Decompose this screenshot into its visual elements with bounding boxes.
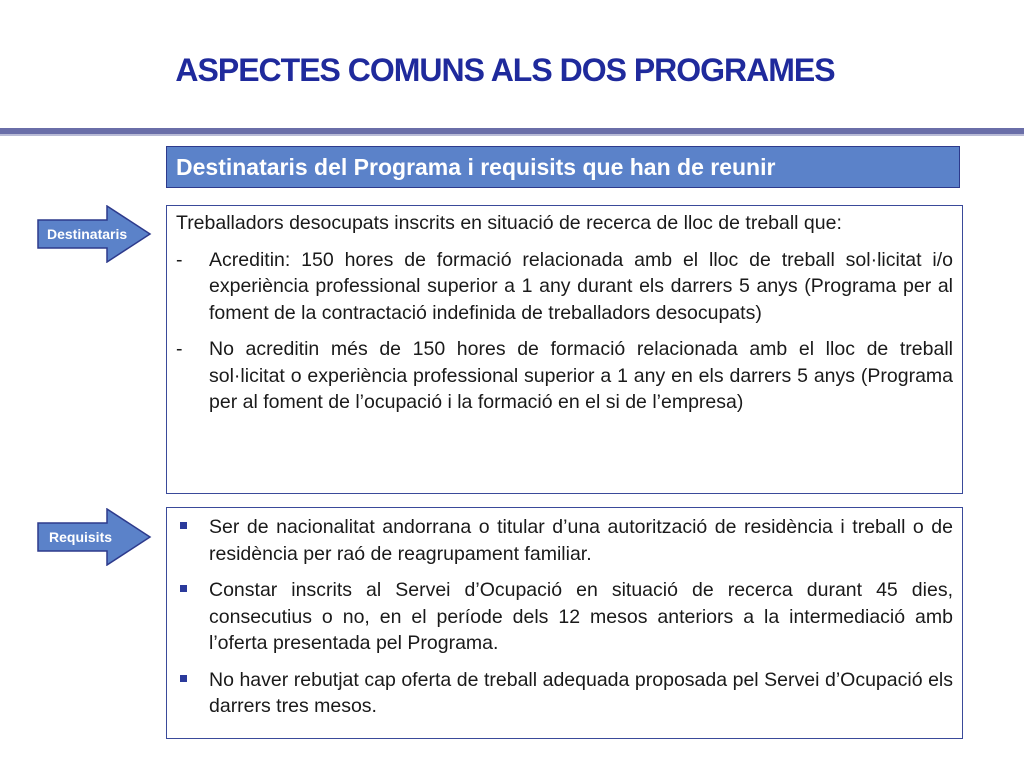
destinataris-arrow xyxy=(37,205,152,263)
square-bullet-icon xyxy=(180,522,187,529)
destinataris-label: Destinataris xyxy=(47,226,128,242)
list-item xyxy=(176,336,953,416)
slide-title: ASPECTES COMUNS ALS DOS PROGRAMES xyxy=(175,52,835,88)
requisits-label: Requisits xyxy=(49,529,113,545)
list-item xyxy=(176,667,953,720)
list-item xyxy=(176,514,953,567)
title-divider-thin xyxy=(0,134,1024,136)
section-header xyxy=(166,146,960,188)
list-item-text: Constar inscrits al Servei d’Ocupació en situació de recerca durant 45 dies, consecutius o no, en el període dels 12 mesos anteriors a la intermediació amb l’oferta presentada pel Programa. xyxy=(209,579,953,654)
square-bullet-icon xyxy=(180,675,187,682)
list-item xyxy=(176,577,953,657)
destinataris-intro: Treballadors desocupats inscrits en situació de recerca de lloc de treball que: xyxy=(176,212,842,234)
dash-marker: - xyxy=(176,338,183,360)
list-item-text: Acreditin: 150 hores de formació relacionada amb el lloc de treball sol·licitat i/o experiència professional superior a 1 any durant els darrers 5 anys (Programa per al foment de la contractació indefinida de treballadors desocupats) xyxy=(209,248,953,324)
requisits-arrow xyxy=(37,508,152,566)
requisits-box xyxy=(166,507,963,739)
list-item-text: Ser de nacionalitat andorrana o titular d’una autorització de residència i treball o de residència per raó de reagrupament familiar. xyxy=(209,516,953,565)
square-bullet-icon xyxy=(180,585,187,592)
section-header-text: Destinataris del Programa i requisits que han de reunir xyxy=(176,154,776,180)
list-item-text: No acreditin més de 150 hores de formació relacionada amb el lloc de treball sol·licitat o experiència professional superior a 1 any en els darrers 5 anys (Programa per al foment de l’ocupació i la formació en el si de l’empresa) xyxy=(209,338,953,413)
destinataris-box xyxy=(166,205,963,494)
list-item xyxy=(176,247,953,327)
dash-marker: - xyxy=(176,248,183,271)
list-item-text: No haver rebutjat cap oferta de treball adequada proposada pel Servei d’Ocupació els darrers tres mesos. xyxy=(209,668,953,717)
